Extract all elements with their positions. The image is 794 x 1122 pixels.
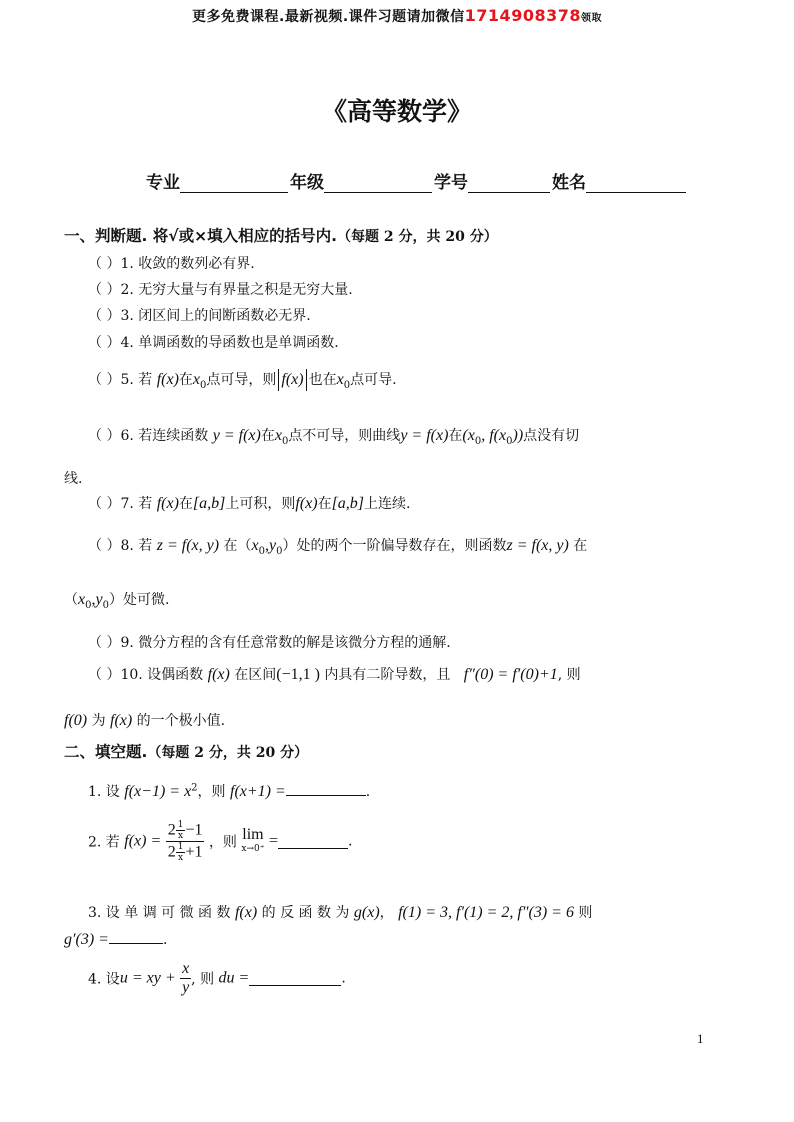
f4-u: u = xy + bbox=[119, 969, 176, 987]
grade-blank[interactable] bbox=[324, 174, 432, 193]
q5-abs-fx: f(x) bbox=[281, 371, 304, 388]
q6-text-e: 点没有切 bbox=[523, 428, 580, 444]
f3-text-c: ， bbox=[379, 905, 394, 921]
f4-text-a: 4. 设 bbox=[88, 971, 120, 988]
q6-sub-b: 0 bbox=[474, 435, 482, 447]
judge-q8-cont bbox=[64, 589, 169, 611]
q7-text-a: （ ）7. 若 bbox=[88, 496, 153, 512]
q8-zfxy-b: z = f(x, y) bbox=[506, 537, 569, 554]
fill-q2: 2. 若 f(x) = 2 $\frac{1}{x}$ −1 2 $\frac{1}{x}$ +1 ，则 lim x→0⁺ = . bbox=[88, 820, 353, 863]
f4-num: x bbox=[182, 960, 190, 977]
q8-zfxy: z = f(x, y) bbox=[156, 537, 220, 554]
student-id-blank[interactable] bbox=[468, 174, 550, 193]
q6-point-c: )) bbox=[512, 427, 524, 444]
q6-y-fx: y = f(x) bbox=[212, 427, 261, 444]
q10-text-a: （ ）10. 设偶函数 bbox=[88, 667, 204, 683]
page-number: 1 bbox=[697, 1031, 704, 1046]
judge-q7 bbox=[88, 493, 410, 513]
promo-banner bbox=[0, 6, 794, 26]
f1-expr: f(x−1) = x bbox=[124, 783, 192, 800]
f1-sq: 2 bbox=[191, 782, 198, 794]
q10-f0: f(0) bbox=[64, 712, 88, 729]
q10-cond: f″(0) = f′(0)+1 bbox=[463, 666, 558, 683]
exam-title: 《高等数学》 bbox=[321, 97, 472, 126]
section1-note: （每题 2 分，共 20 分） bbox=[337, 229, 498, 245]
q8-text-e: （ bbox=[64, 592, 78, 608]
section2-heading bbox=[64, 740, 308, 762]
f2-lhs: f(x) = bbox=[124, 832, 162, 850]
f2-num-base: 2 bbox=[167, 821, 176, 839]
q8-text-d: 在 bbox=[573, 538, 588, 554]
q5-sub-b: 0 bbox=[343, 379, 351, 391]
fill-q4: 4. 设u = xy + $\frac{x}{y}$ , 则 du = . bbox=[88, 960, 346, 996]
judge-q6-cont: 线. bbox=[64, 471, 83, 487]
major-label: 专业 bbox=[146, 173, 180, 193]
q7-ab-b: [a,b] bbox=[331, 495, 365, 512]
f3-cond: f(1) = 3, f′(1) = 2, f″(3) = 6 bbox=[398, 904, 574, 921]
section2-note: （每题 2 分，共 20 分） bbox=[147, 745, 309, 761]
f4-den: y bbox=[182, 979, 190, 996]
f4-du: du = bbox=[218, 969, 250, 987]
q8-x: x bbox=[251, 537, 259, 554]
f2-exp-num-b: 1 bbox=[177, 842, 184, 852]
fill-q3-cont: g′(3) = . bbox=[64, 931, 168, 948]
q8-text-f: ）处可微. bbox=[108, 592, 170, 608]
section1-title: 一、判断题. 将√或×填入相应的括号内. bbox=[64, 227, 337, 245]
section1-heading bbox=[64, 224, 498, 246]
q10-text-d: , 则 bbox=[557, 667, 581, 683]
q6-sub: 0 bbox=[281, 435, 289, 447]
q8-sub-y: 0 bbox=[276, 545, 283, 557]
q8-x-b: x bbox=[78, 591, 86, 608]
judge-q5 bbox=[88, 369, 397, 391]
q6-point-b: , f(x bbox=[481, 427, 507, 444]
q7-fx: f(x) bbox=[156, 495, 179, 512]
f4-fraction bbox=[180, 960, 191, 997]
f2-exp-den: x bbox=[178, 831, 184, 841]
q10-text-e: 为 bbox=[91, 713, 106, 729]
judge-q10 bbox=[88, 664, 581, 684]
f2-limit bbox=[241, 825, 265, 855]
judge-q8 bbox=[88, 535, 587, 557]
q8-sub-xb: 0 bbox=[85, 599, 92, 611]
f4-text-b: , 则 bbox=[191, 971, 215, 988]
q8-y-b: y bbox=[95, 591, 103, 608]
f2-minus: −1 bbox=[185, 821, 203, 839]
fill-q3 bbox=[88, 902, 592, 922]
q5-text-c: 点可导，则 bbox=[206, 372, 277, 388]
q10-text-f: 的一个极小值. bbox=[136, 713, 226, 729]
q10-text-c: 内具有二阶导数，且 bbox=[324, 667, 451, 683]
f1-ask: f(x+1) = bbox=[230, 783, 286, 800]
f3-ask: g′(3) = bbox=[64, 931, 109, 948]
q8-y: y bbox=[268, 537, 277, 554]
q6-text-a: （ ）6. 若连续函数 bbox=[88, 428, 209, 444]
q8-sub-yb: 0 bbox=[102, 599, 109, 611]
q5-fx: f(x) bbox=[156, 371, 179, 388]
q8-comma: , bbox=[264, 537, 269, 554]
f2-plus: +1 bbox=[185, 843, 203, 861]
q8-text-a: （ ）8. 若 bbox=[88, 538, 153, 554]
judge-q10-cont bbox=[64, 710, 225, 730]
f1-text-a: 1. 设 bbox=[88, 784, 120, 800]
q6-text-c: 点不可导，则曲线 bbox=[288, 428, 401, 444]
abs-bar-left bbox=[278, 369, 279, 391]
fill-q1: 1. 设 $f(x-1) = x^2$，则 f(x+1) = . bbox=[88, 782, 371, 800]
q6-point-a: (x bbox=[462, 427, 475, 444]
q5-x0b: x bbox=[336, 371, 344, 388]
f2-den-base: 2 bbox=[167, 843, 176, 861]
f3-answer-blank[interactable] bbox=[109, 929, 163, 944]
q10-fx-b: f(x) bbox=[110, 712, 133, 729]
f2-exp-num: 1 bbox=[177, 820, 184, 830]
f4-answer-blank[interactable] bbox=[249, 971, 341, 986]
judge-q3: （ ）3. 闭区间上的间断函数必无界. bbox=[88, 308, 311, 324]
f2-lim-sub: x→0⁺ bbox=[241, 843, 265, 854]
q10-fx: f(x) bbox=[207, 666, 230, 683]
f2-text-b: ，则 bbox=[208, 834, 237, 851]
major-blank[interactable] bbox=[180, 174, 288, 193]
q7-ab: [a,b] bbox=[192, 495, 226, 512]
q5-text-a: （ ）5. 若 bbox=[88, 372, 153, 388]
q10-interval: (−1,1 ) bbox=[276, 666, 320, 683]
f2-lim: lim bbox=[242, 825, 264, 843]
judge-q2: （ ）2. 无穷大量与有界量之积是无穷大量. bbox=[88, 282, 353, 298]
q8-text-b: 在（ bbox=[223, 538, 252, 554]
q6-curve: y = f(x) bbox=[400, 427, 449, 444]
f3-gx: g(x) bbox=[353, 904, 380, 921]
q8-sub-x: 0 bbox=[258, 545, 265, 557]
q5-sub: 0 bbox=[200, 379, 207, 391]
q5-text-b: 在 bbox=[178, 372, 193, 388]
q6-text-d: 在 bbox=[448, 428, 463, 444]
f3-text-d: 则 bbox=[578, 905, 593, 921]
judge-q6 bbox=[88, 425, 579, 447]
f3-text-b: 的 反 函 数 为 bbox=[261, 905, 350, 921]
q5-text-d: 也在 bbox=[308, 372, 337, 388]
q7-fx-b: f(x) bbox=[295, 495, 318, 512]
q5-x0: x bbox=[192, 371, 201, 388]
student-info-row bbox=[146, 168, 688, 193]
q8-text-c: ）处的两个一阶偏导数存在，则函数 bbox=[282, 538, 507, 554]
q6-sub-c: 0 bbox=[506, 435, 513, 447]
grade-label: 年级 bbox=[290, 173, 324, 193]
f2-exp-den-b: x bbox=[178, 853, 184, 863]
f2-eq: = bbox=[268, 832, 278, 850]
f2-fraction bbox=[166, 820, 205, 863]
f2-answer-blank[interactable] bbox=[278, 834, 348, 849]
q6-text-b: 在 bbox=[260, 428, 275, 444]
f3-fx: f(x) bbox=[234, 904, 258, 921]
q8-comma-b: , bbox=[91, 591, 96, 608]
q7-text-e: 上连续. bbox=[364, 496, 411, 512]
judge-q1: （ ）1. 收敛的数列必有界. bbox=[88, 256, 255, 272]
promo-suffix: 领取 bbox=[580, 13, 602, 24]
f1-text-b: ，则 bbox=[197, 784, 226, 800]
name-label: 姓名 bbox=[552, 173, 586, 193]
q7-text-b: 在 bbox=[178, 496, 193, 512]
f2-text-a: 2. 若 bbox=[88, 834, 120, 851]
abs-bar-right bbox=[306, 369, 307, 391]
section2-title: 二、填空题. bbox=[64, 743, 148, 761]
promo-wechat-number: 1714908378 bbox=[464, 6, 581, 25]
student-id-label: 学号 bbox=[434, 173, 468, 193]
judge-q4: （ ）4. 单调函数的导函数也是单调函数. bbox=[88, 335, 339, 351]
q5-text-e: 点可导. bbox=[350, 372, 397, 388]
q10-text-b: 在区间 bbox=[234, 667, 277, 683]
f3-text-a: 3. 设 单 调 可 微 函 数 bbox=[88, 905, 231, 921]
name-blank[interactable] bbox=[586, 174, 686, 193]
q7-text-d: 在 bbox=[317, 496, 332, 512]
judge-q9: （ ）9. 微分方程的含有任意常数的解是该微分方程的通解. bbox=[88, 635, 451, 651]
promo-text: 更多免费课程.最新视频.课件习题请加微信 bbox=[192, 9, 465, 25]
f1-answer-blank[interactable] bbox=[286, 781, 366, 796]
q6-x0: x bbox=[274, 427, 282, 444]
q7-text-c: 上可积，则 bbox=[225, 496, 296, 512]
